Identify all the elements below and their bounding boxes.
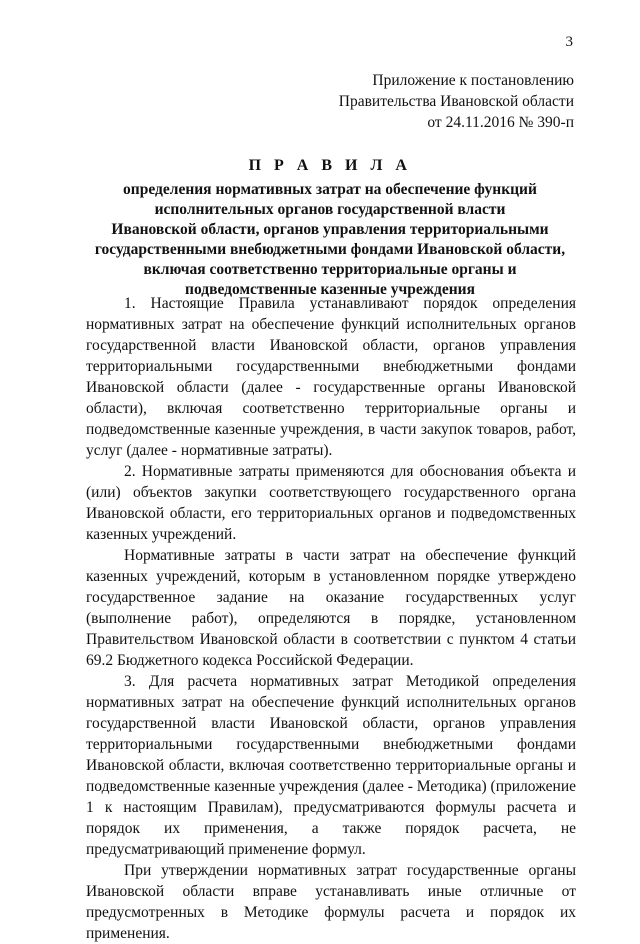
paragraph-2: 2. Нормативные затраты применяются для обоснования объекта и (или) объектов закупки соответствующего государственного органа Ивановской области, его территориальных органов и подведомственных казенных учреждений.	[86, 463, 576, 543]
appendix-line-3: от 24.11.2016 № 390-п	[427, 114, 574, 131]
subtitle-line: включая соответственно территориальные органы и	[143, 261, 517, 278]
subtitle-line: Ивановской области, органов управления территориальными	[111, 221, 549, 238]
document-title: П Р А В И Л А	[248, 157, 412, 174]
page-number: 3	[565, 34, 573, 50]
document-body	[86, 293, 576, 944]
subtitle-line: определения нормативных затрат на обеспечение функций	[123, 181, 537, 198]
subtitle-line: государственными внебюджетными фондами Ивановской области,	[94, 241, 566, 258]
paragraph-3: Нормативные затраты в части затрат на обеспечение функций казенных учреждений, которым в установленном порядке утверждено государственное задание на оказание государственных услуг (выполнение работ), определяются в порядке, установленном Правительством Ивановской области в соответствии с пунктом 4 статьи 69.2 Бюджетного кодекса Российской Федерации.	[86, 547, 576, 669]
subtitle-line: исполнительных органов государственной власти	[154, 201, 506, 218]
document-subtitle	[84, 180, 576, 300]
paragraph-5: При утверждении нормативных затрат государственные органы Ивановской области вправе устанавливать иные отличные от предусмотренных в Методике формулы расчета и порядок их применения.	[86, 862, 576, 942]
appendix-line-2: Правительства Ивановской области	[338, 93, 574, 110]
subtitle-line: подведомственные казенные учреждения	[185, 281, 475, 298]
appendix-line-1: Приложение к постановлению	[372, 72, 574, 89]
document-heading	[84, 155, 576, 300]
appendix-reference	[339, 70, 574, 133]
paragraph-4: 3. Для расчета нормативных затрат Методикой определения нормативных затрат на обеспечение функций исполнительных органов государственной власти Ивановской области, органов управления территориальными государственными внебюджетными фондами Ивановской области, включая соответственно территориальные органы и подведомственные казенные учреждения (далее - Методика) (приложение 1 к настоящим Правилам), предусматриваются формулы расчета и порядок их применения, а также порядок расчета, не предусматривающий применение формул.	[86, 673, 576, 858]
paragraph-1: 1. Настоящие Правила устанавливают порядок определения нормативных затрат на обеспечение функций исполнительных органов государственной власти Ивановской области, органов управления территориальными государственными внебюджетными фондами Ивановской области (далее - государственные органы Ивановской области), включая соответственно территориальные органы и подведомственные казенные учреждения, в части закупок товаров, работ, услуг (далее - нормативные затраты).	[86, 295, 576, 459]
